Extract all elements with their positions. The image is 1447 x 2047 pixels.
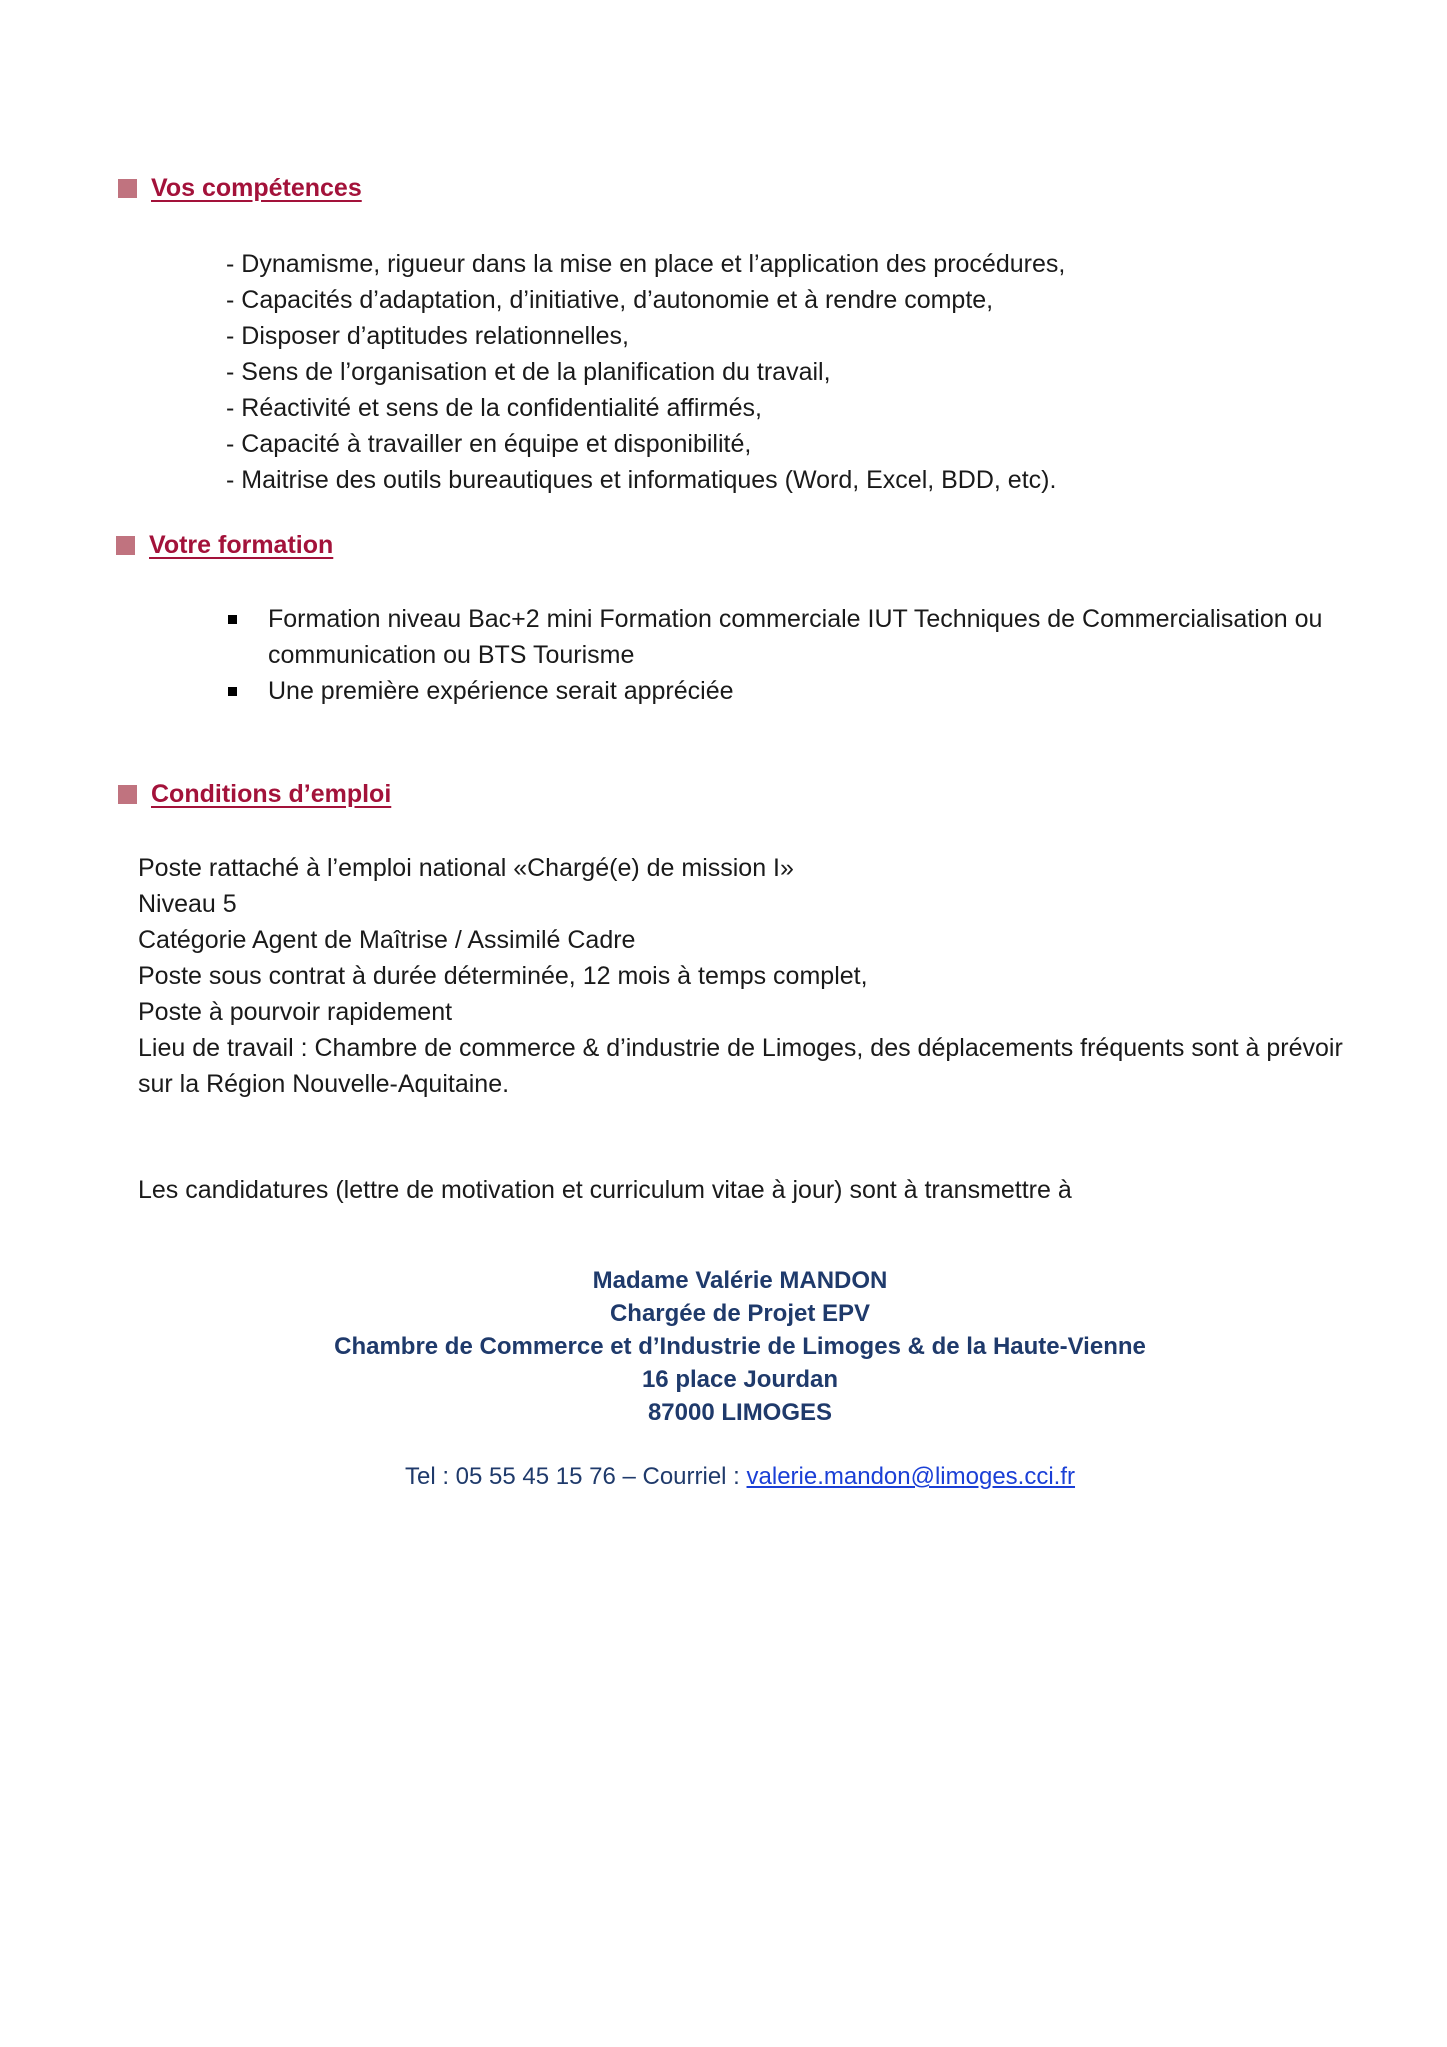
conditions-block — [138, 850, 1368, 1102]
list-item — [226, 673, 1376, 709]
square-bullet-icon — [228, 615, 237, 624]
contact-street: 16 place Jourdan — [641, 1366, 839, 1393]
list-item: - Capacité à travailler en équipe et disponibilité, — [226, 426, 1065, 462]
contact-city: 87000 LIMOGES — [647, 1399, 833, 1426]
list-item: - Maitrise des outils bureautiques et informatiques (Word, Excel, BDD, etc). — [226, 462, 1065, 498]
list-item: - Disposer d’aptitudes relationnelles, — [226, 318, 1065, 354]
list-item: - Sens de l’organisation et de la planification du travail, — [226, 354, 1065, 390]
square-marker-icon — [118, 179, 137, 198]
condition-line: Lieu de travail : Chambre de commerce & d’industrie de Limoges, des déplacements fréquents sont à prévoir sur la Région Nouvelle-Aquitaine. — [138, 1034, 1343, 1098]
section-title: Vos compétences — [151, 174, 362, 202]
section-heading-conditions — [118, 780, 391, 809]
section-title: Conditions d’emploi — [151, 780, 392, 808]
section-title: Votre formation — [149, 531, 334, 559]
list-item-text: Formation niveau Bac+2 mini Formation commerciale IUT Techniques de Commercialisation ou communication ou BTS Tourisme — [268, 605, 1323, 669]
condition-line: Catégorie Agent de Maîtrise / Assimilé Cadre — [138, 926, 636, 954]
section-heading-formation — [116, 531, 333, 560]
condition-line: Poste sous contrat à durée déterminée, 12 mois à temps complet, — [138, 962, 868, 990]
contact-name: Madame Valérie MANDON — [592, 1267, 888, 1294]
competences-list — [226, 246, 1065, 498]
contact-block — [0, 1264, 1447, 1429]
square-bullet-icon — [228, 687, 237, 696]
email-link[interactable]: valerie.mandon@limoges.cci.fr — [746, 1463, 1076, 1490]
square-marker-icon — [116, 536, 135, 555]
contact-line — [0, 1460, 1447, 1493]
square-marker-icon — [118, 785, 137, 804]
contact-role: Chargée de Projet EPV — [609, 1300, 871, 1327]
section-heading-competences — [118, 174, 362, 203]
list-item — [226, 601, 1376, 673]
condition-line: Niveau 5 — [138, 890, 237, 918]
list-item: - Capacités d’adaptation, d’initiative, d’autonomie et à rendre compte, — [226, 282, 1065, 318]
condition-line: Poste à pourvoir rapidement — [138, 998, 453, 1026]
applications-text: Les candidatures (lettre de motivation et curriculum vitae à jour) sont à transmettre à — [138, 1176, 1072, 1204]
list-item: - Réactivité et sens de la confidentialité affirmés, — [226, 390, 1065, 426]
formation-list — [226, 601, 1376, 709]
phone-label: Tel : 05 55 45 15 76 – Courriel : — [404, 1463, 747, 1490]
list-item-text: Une première expérience serait appréciée — [268, 677, 734, 705]
contact-organization: Chambre de Commerce et d’Industrie de Limoges & de la Haute-Vienne — [334, 1333, 1146, 1360]
condition-line: Poste rattaché à l’emploi national «Chargé(e) de mission I» — [138, 854, 794, 882]
list-item: - Dynamisme, rigueur dans la mise en place et l’application des procédures, — [226, 246, 1065, 282]
